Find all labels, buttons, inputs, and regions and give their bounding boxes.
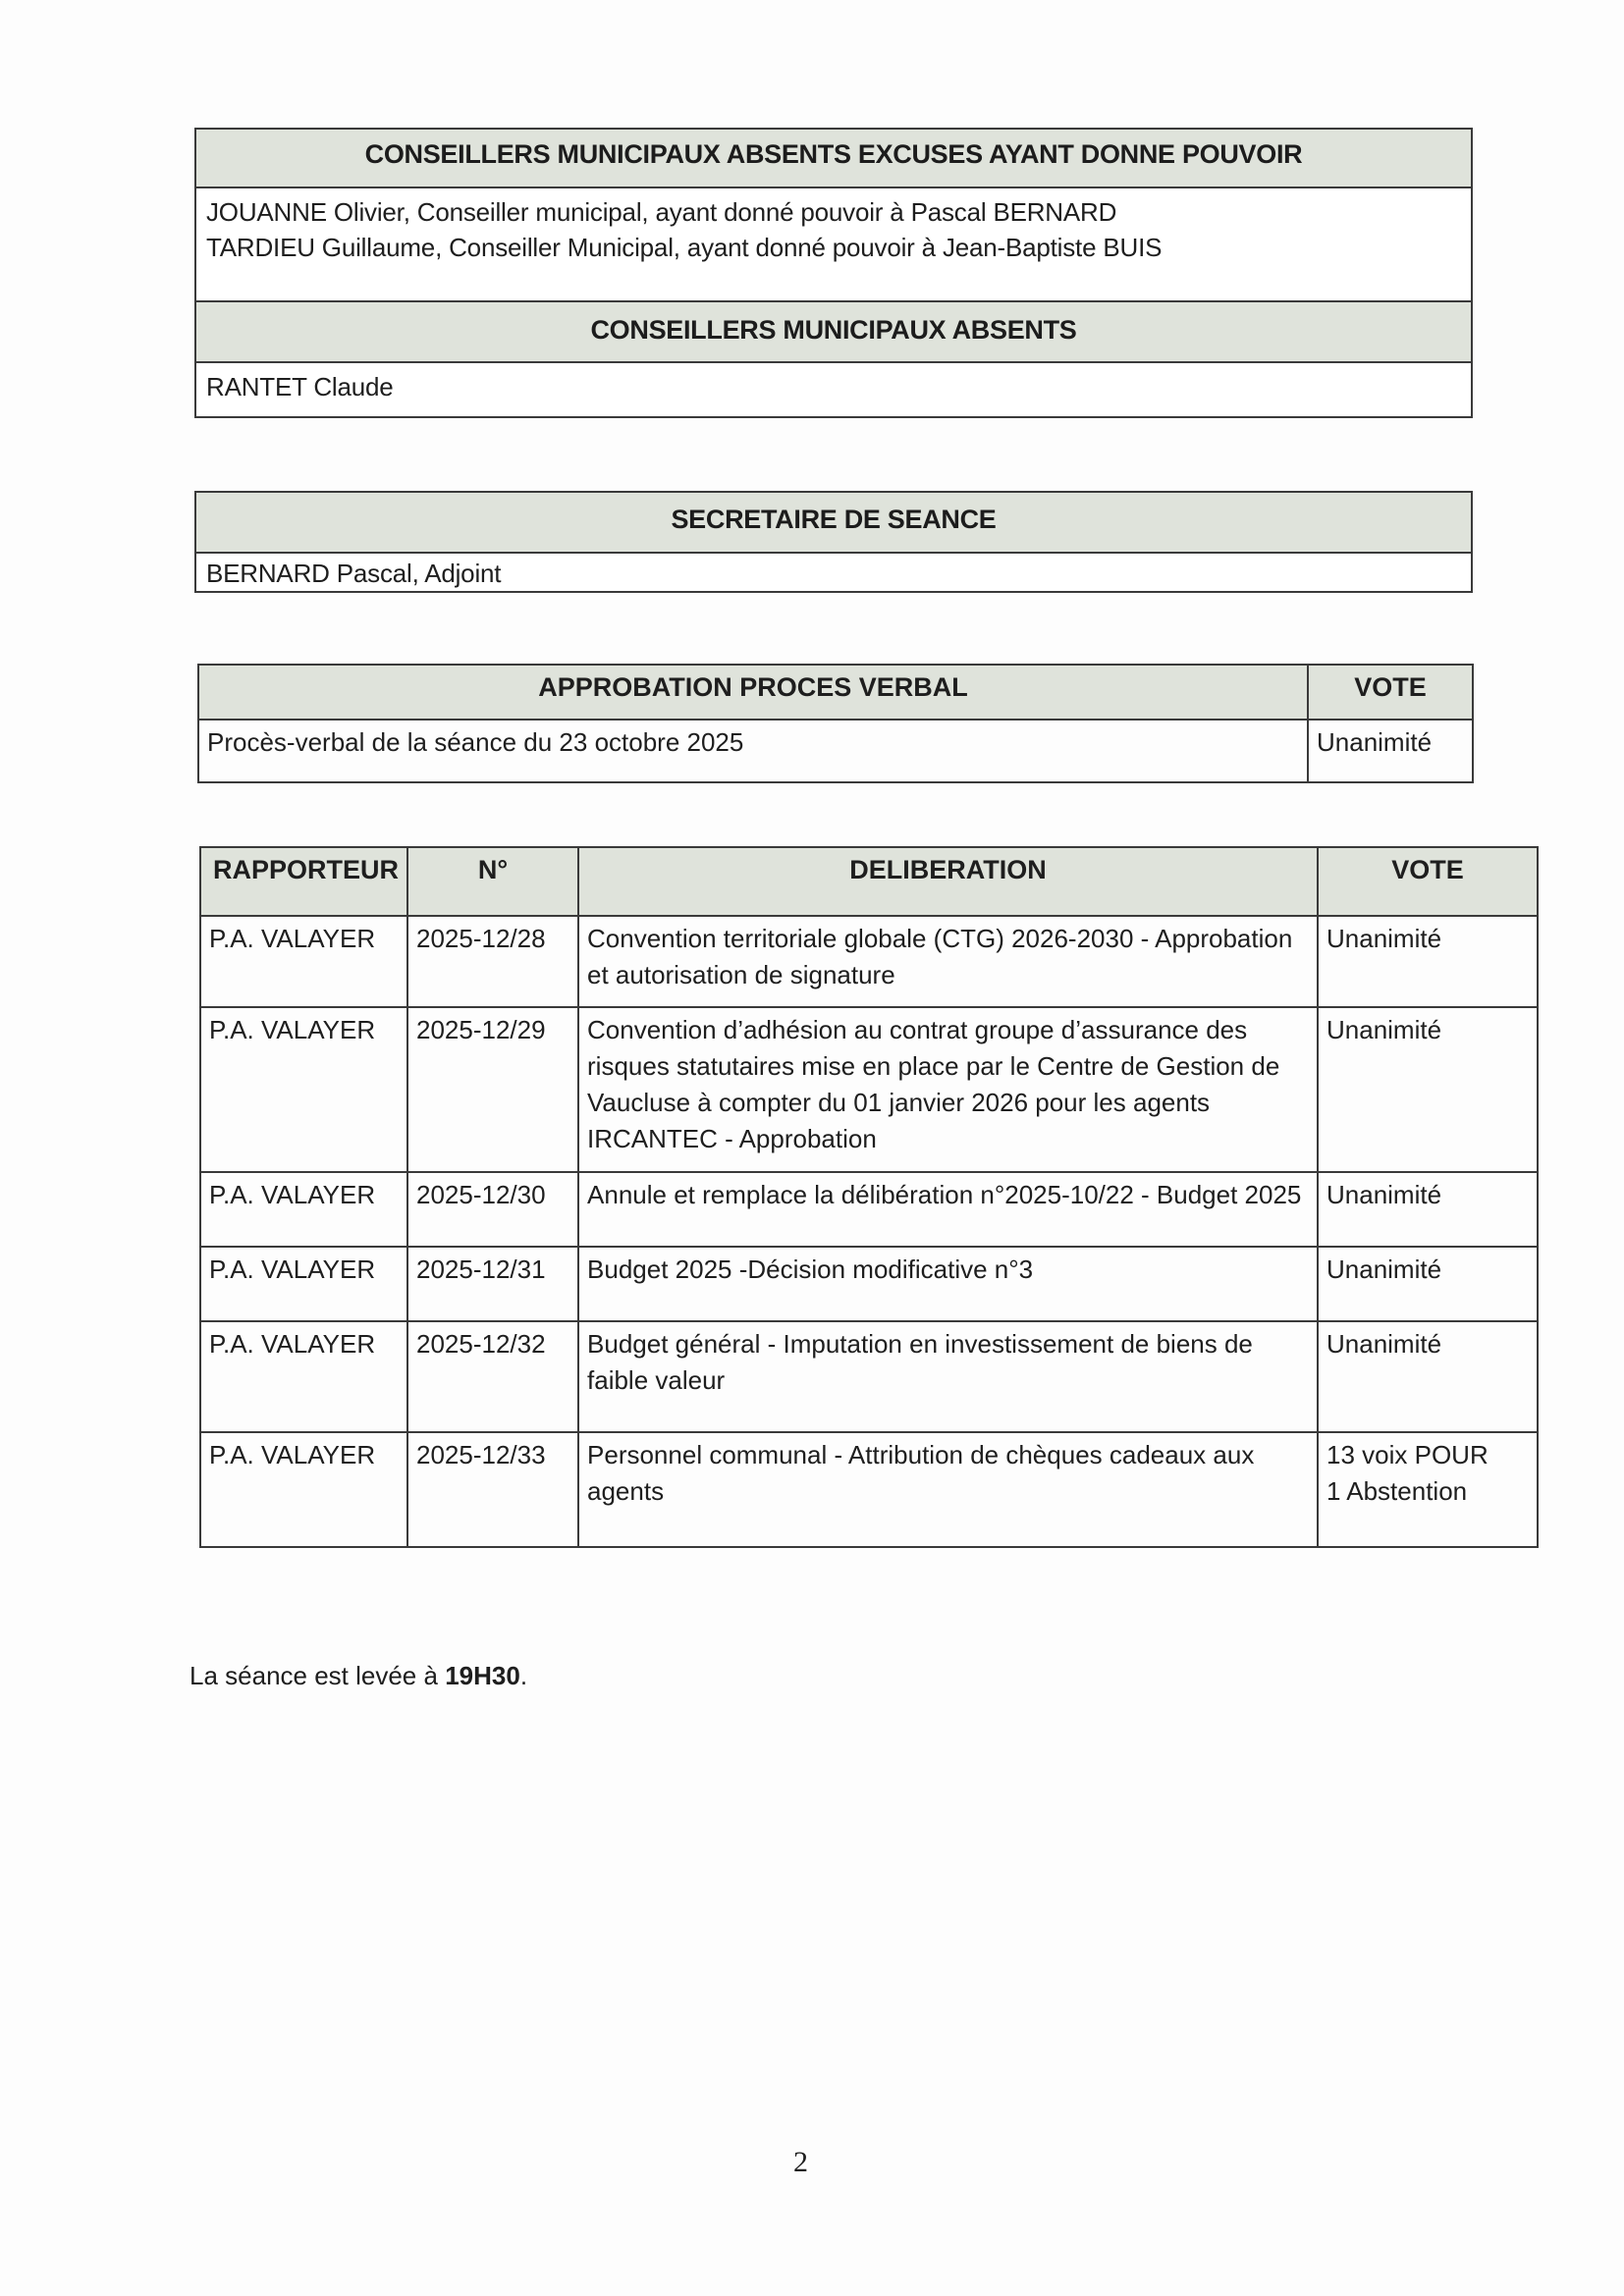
cell-vote: Unanimité [1318, 1247, 1538, 1321]
proxy-line: JOUANNE Olivier, Conseiller municipal, ayant donné pouvoir à Pascal BERNARD [206, 197, 1117, 227]
secretaire-title: SECRETAIRE DE SEANCE [196, 493, 1471, 554]
absent-line: RANTET Claude [206, 372, 394, 401]
page-number: 2 [793, 2146, 808, 2178]
cell-deliberation: Personnel communal - Attribution de chèques cadeaux aux agents [578, 1432, 1318, 1547]
cell-rapporteur: P.A. VALAYER [200, 1432, 407, 1547]
vote-abstention: 1 Abstention [1326, 1476, 1468, 1506]
table-row [200, 1007, 1538, 1172]
cell-rapporteur: P.A. VALAYER [200, 1172, 407, 1247]
vote-pour: 13 voix POUR [1326, 1440, 1489, 1469]
approbation-row [198, 720, 1473, 782]
cell-deliberation: Convention territoriale globale (CTG) 2026-2030 - Approbation et autorisation de signature [578, 916, 1318, 1007]
header-rapporteur: RAPPORTEUR [200, 847, 407, 916]
cell-numero: 2025-12/28 [407, 916, 578, 1007]
approbation-header-row [198, 665, 1473, 720]
cell-rapporteur: P.A. VALAYER [200, 1247, 407, 1321]
header-deliberation: DELIBERATION [578, 847, 1318, 916]
deliberations-table [199, 846, 1539, 1548]
cell-numero: 2025-12/30 [407, 1172, 578, 1247]
absents-pouvoir-section [194, 128, 1473, 302]
cell-deliberation: Convention d’adhésion au contrat groupe d’assurance des risques statutaires mise en place par le Centre de Gestion de Vaucluse à compter du 01 janvier 2026 pour les agents IRCANTEC - Approbation [578, 1007, 1318, 1172]
cell-vote [1318, 1432, 1538, 1547]
header-vote: VOTE [1318, 847, 1538, 916]
table-row [200, 916, 1538, 1007]
header-numero: N° [407, 847, 578, 916]
approbation-title: APPROBATION PROCES VERBAL [198, 665, 1308, 720]
cell-deliberation: Annule et remplace la délibération n°2025-10/22 - Budget 2025 [578, 1172, 1318, 1247]
cell-rapporteur: P.A. VALAYER [200, 916, 407, 1007]
cell-rapporteur: P.A. VALAYER [200, 1007, 407, 1172]
cell-deliberation: Budget général - Imputation en investissement de biens de faible valeur [578, 1321, 1318, 1432]
table-row [200, 1247, 1538, 1321]
proxy-line: TARDIEU Guillaume, Conseiller Municipal, ayant donné pouvoir à Jean-Baptiste BUIS [206, 233, 1163, 262]
cell-numero: 2025-12/31 [407, 1247, 578, 1321]
approbation-item: Procès-verbal de la séance du 23 octobre 2025 [198, 720, 1308, 782]
cell-vote: Unanimité [1318, 1172, 1538, 1247]
absents-title: CONSEILLERS MUNICIPAUX ABSENTS [196, 302, 1471, 363]
closing-time: 19H30 [445, 1661, 520, 1690]
table-row [200, 1172, 1538, 1247]
cell-vote: Unanimité [1318, 1321, 1538, 1432]
cell-numero: 2025-12/29 [407, 1007, 578, 1172]
absents-pouvoir-title: CONSEILLERS MUNICIPAUX ABSENTS EXCUSES AYANT DONNE POUVOIR [196, 130, 1471, 188]
cell-numero: 2025-12/32 [407, 1321, 578, 1432]
cell-vote: Unanimité [1318, 916, 1538, 1007]
table-row [200, 1321, 1538, 1432]
cell-numero: 2025-12/33 [407, 1432, 578, 1547]
absents-section [194, 300, 1473, 418]
cell-rapporteur: P.A. VALAYER [200, 1321, 407, 1432]
approbation-vote: Unanimité [1308, 720, 1473, 782]
approbation-table [197, 664, 1474, 783]
session-closing-text [189, 1661, 527, 1691]
cell-deliberation: Budget 2025 -Décision modificative n°3 [578, 1247, 1318, 1321]
closing-label: La séance est levée à [189, 1661, 446, 1690]
cell-vote: Unanimité [1318, 1007, 1538, 1172]
closing-end: . [519, 1661, 528, 1690]
deliberations-header-row [200, 847, 1538, 916]
approbation-vote-header: VOTE [1308, 665, 1473, 720]
secretaire-line: BERNARD Pascal, Adjoint [206, 559, 502, 588]
secretaire-section [194, 491, 1473, 593]
table-row [200, 1432, 1538, 1547]
